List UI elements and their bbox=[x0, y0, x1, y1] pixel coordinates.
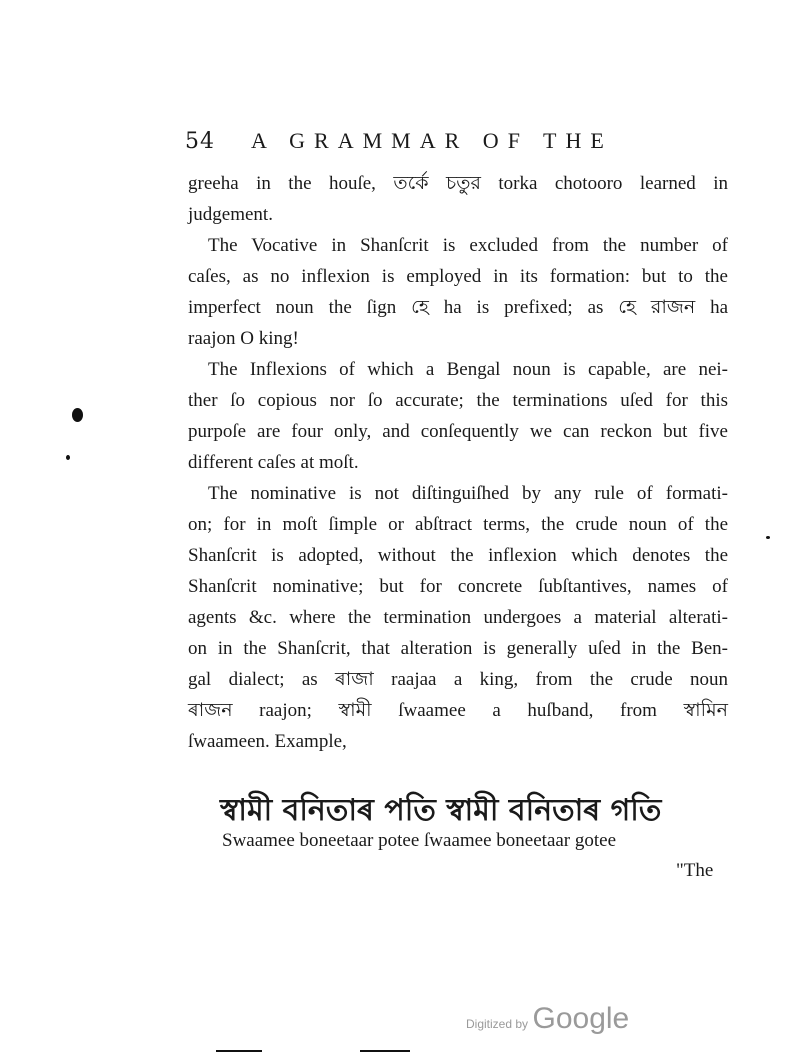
catchword: "The bbox=[676, 860, 714, 881]
ink-blot bbox=[72, 408, 83, 422]
watermark-prefix: Digitized by bbox=[466, 1017, 529, 1031]
running-title: A GRAMMAR OF THE bbox=[251, 128, 613, 153]
text-line: purpoſe are four only, and conſequently we can reckon but five bbox=[188, 421, 728, 442]
text-line: ৰাজন raajon; স্বামী ſwaamee a huſband, from স্বামিন bbox=[188, 700, 728, 721]
example-transliteration: Swaamee boneetaar potee ſwaamee boneetaar gotee bbox=[222, 830, 617, 851]
text-line: greeha in the houſe, তর্কে চতুর torka chotooro learned in bbox=[188, 173, 728, 194]
text-line: on in the Shanſcrit, that alteration is generally uſed in the Ben- bbox=[188, 638, 728, 659]
text-line: agents &c. where the termination undergoes a material alterati- bbox=[188, 607, 728, 628]
text-line: caſes, as no inflexion is employed in its formation: but to the bbox=[188, 266, 728, 287]
ink-speck bbox=[66, 455, 70, 460]
bottom-mark bbox=[360, 1050, 410, 1052]
bottom-mark bbox=[216, 1050, 262, 1052]
text-line: The nominative is not diſtinguiſhed by any rule of formati- bbox=[208, 483, 728, 504]
text-line: Shanſcrit is adopted, without the inflexion which denotes the bbox=[188, 545, 728, 566]
running-header bbox=[185, 128, 613, 154]
text-line: ther ſo copious nor ſo accurate; the terminations uſed for this bbox=[188, 390, 728, 411]
text-line: judgement. bbox=[188, 204, 273, 225]
digitized-watermark bbox=[466, 1002, 629, 1036]
google-logo: Google bbox=[532, 1002, 630, 1035]
text-line: gal dialect; as ৰাজা raajaa a king, from the crude noun bbox=[188, 669, 728, 690]
text-line: different caſes at moſt. bbox=[188, 452, 359, 473]
ink-speck bbox=[766, 536, 770, 539]
text-line: The Vocative in Shanſcrit is excluded from the number of bbox=[208, 235, 728, 256]
text-line: Shanſcrit nominative; but for concrete ſubſtantives, names of bbox=[188, 576, 728, 597]
text-line: ſwaameen. Example, bbox=[188, 731, 347, 752]
text-line: on; for in moſt ſimple or abſtract terms, the crude noun of the bbox=[188, 514, 728, 535]
text-line: imperfect noun the ſign হে ha is prefixed; as হে রাজন ha bbox=[188, 297, 728, 318]
text-line: raajon O king! bbox=[188, 328, 299, 349]
bengali-example: স্বামী বনিতাৰ পতি স্বামী বনিতাৰ গতি bbox=[220, 793, 662, 828]
page-number: 54 bbox=[185, 129, 215, 154]
text-line: The Inflexions of which a Bengal noun is capable, are nei- bbox=[208, 359, 728, 380]
body-text bbox=[188, 168, 728, 757]
